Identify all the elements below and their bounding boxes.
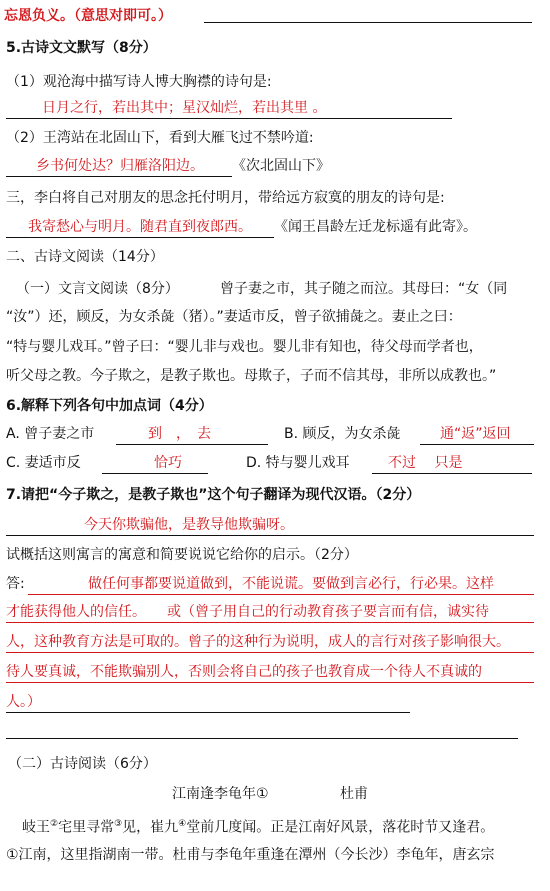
- q5-p1-answer-line: [6, 98, 452, 119]
- q5-title: 5.古诗文文默写（8分）: [6, 40, 157, 56]
- poem-line: [22, 814, 494, 838]
- top-answer: 忘恩负义。（意思对即可。）: [4, 8, 172, 24]
- q8-prefix: 答:: [6, 576, 25, 592]
- poem-author: 杜甫: [340, 786, 368, 802]
- passage-line-3: “特与婴儿戏耳。”曾子曰：“婴儿非与戏也。婴儿非有知也，待父母而学者也，: [6, 339, 483, 355]
- poem-seg-1: 岐王: [22, 819, 50, 836]
- q5-p2-source: 《次北固山下》: [232, 158, 330, 174]
- q5-p1-question: （1）观沧海中描写诗人博大胸襟的诗句是:: [6, 74, 272, 90]
- q7-title: 7.请把“今子欺之，是教子欺也”这个句子翻译为现代汉语。（2分）: [6, 487, 421, 503]
- q7-answer: 今天你欺骗他，是教导他欺骗呀。: [6, 515, 534, 536]
- sec2-title: 二、古诗文阅读（14分）: [6, 249, 164, 265]
- q5-p3-row: [6, 217, 477, 238]
- q5-p3-source: 《闻王昌龄左迁龙标遥有此寄》。: [274, 219, 477, 235]
- q6-c-answer: 恰巧: [102, 453, 208, 474]
- poem-seg-4: 堂前几度闻。正是江南好风景，落花时节又逢君。: [186, 819, 495, 836]
- q5-p3-answer: 我寄愁心与明月。随君直到夜郎西。: [6, 217, 274, 238]
- sec2-sub1-title: （一）文言文阅读（8分）: [16, 281, 179, 297]
- q6-a-label: A. 曾子妻之市: [6, 426, 95, 442]
- q5-p2-answer: 乡书何处达？归雁洛阳边。: [6, 156, 232, 177]
- note-mark-2: ②: [50, 819, 59, 829]
- q8-answer-line-5: 人。）: [6, 692, 410, 713]
- q6-d-answer: 不过 只是: [372, 453, 532, 474]
- q8-answer-line-1: 做任何事都要说道做到，不能说谎。要做到言必行，行必果。这样: [28, 574, 534, 595]
- q8-answer-line-3: 人，这种教育方法是可取的。曾子的这种行为说明，成人的言行对孩子影响很大。: [6, 632, 534, 653]
- q5-p2-row: [6, 156, 330, 177]
- q6-d-label: D. 特与婴儿戏耳: [246, 455, 350, 471]
- answer-rule: [204, 22, 532, 23]
- poem-title: 江南逢李龟年①: [172, 786, 269, 802]
- passage-line-4: 听父母之教。今子欺之，是教子欺也。母欺子，子而不信其母，非所以成教也。”: [6, 368, 497, 384]
- passage-line-1: 曾子妻之市，其子随之而泣。其母曰：“女（同: [220, 281, 508, 297]
- note-mark-3: ③: [114, 819, 123, 829]
- q8-answer-line-4: 待人要真诚，不能欺骗别人，否则会将自己的孩子也教育成一个待人不真诚的: [6, 662, 534, 683]
- q8-answer-line-2: 才能获得他人的信任。 或（曾子用自己的行动教育孩子要言而有信，诚实待: [6, 602, 534, 623]
- q5-p3-question: 三，李白将自己对朋友的思念托付明月，带给远方寂寞的朋友的诗句是:: [6, 190, 445, 206]
- q6-b-answer: 通“返”返回: [420, 424, 534, 445]
- blank-answer-rule: [6, 738, 518, 739]
- sub2-title: （二）古诗阅读（6分）: [8, 756, 157, 772]
- q6-b-label: B. 顾反，为女杀彘: [284, 426, 401, 442]
- q8-title: 试概括这则寓言的寓意和简要说说它给你的启示。（2分）: [6, 547, 358, 563]
- poem-note: ①江南，这里指湖南一带。杜甫与李龟年重逢在潭州（今长沙）李龟年，唐玄宗: [6, 847, 495, 863]
- poem-seg-2: 宅里寻常: [58, 819, 115, 836]
- poem-seg-3: 见，崔九: [122, 819, 179, 836]
- passage-line-2: “汝”）还，顾反，为女杀彘（猪）。”妻适市反，曾子欲捕彘之。妻止之曰：: [6, 309, 462, 325]
- q6-c-label: C. 妻适市反: [6, 455, 81, 471]
- q5-p2-question: （2）王湾站在北固山下，看到大雁飞过不禁吟道:: [6, 130, 314, 146]
- note-mark-4: ④: [178, 819, 187, 829]
- q6-title: 6.解释下列各句中加点词（4分）: [6, 398, 213, 414]
- q5-p1-answer: 日月之行，若出其中；星汉灿烂，若出其里 。: [6, 98, 452, 119]
- q6-a-answer: 到 ， 去: [116, 424, 268, 445]
